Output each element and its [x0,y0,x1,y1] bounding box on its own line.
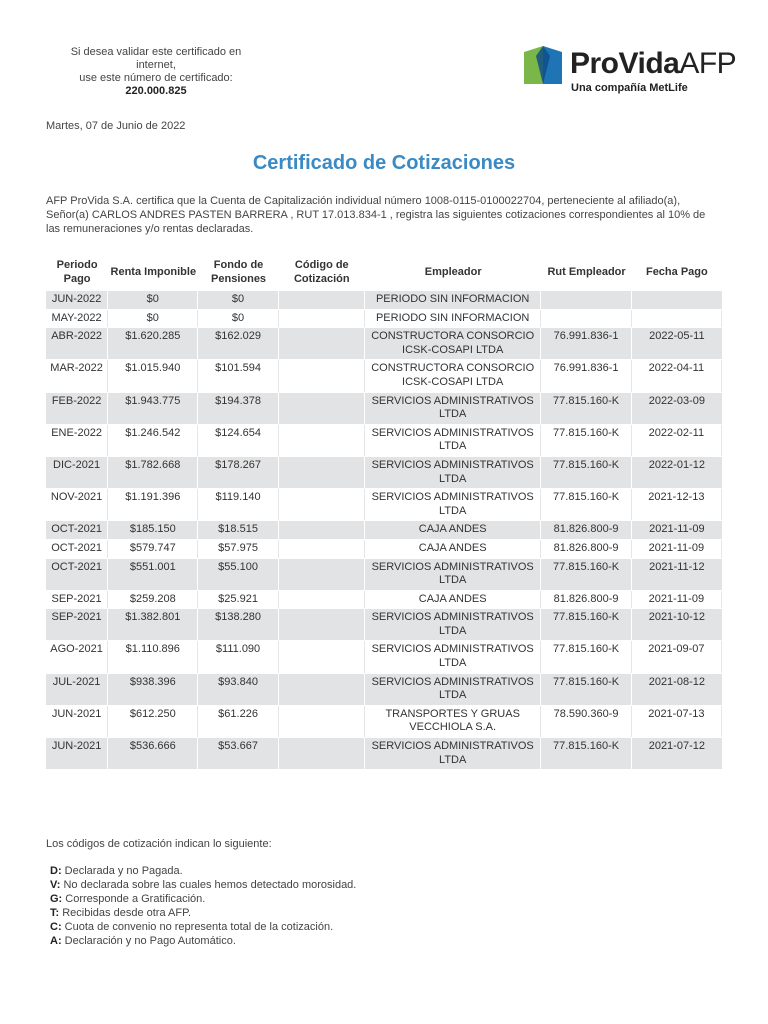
periodo-cell: OCT-2021 [46,521,108,539]
certificate-validation-note [46,46,266,98]
renta-cell: $0 [108,310,198,328]
renta-cell: $1.246.542 [108,425,198,456]
fondo-cell: $55.100 [198,559,278,590]
empleador-cell: CONSTRUCTORA CONSORCIO ICSK-COSAPI LTDA [365,328,542,359]
code-description: Recibidas desde otra AFP. [62,907,192,919]
codigo-cell [279,738,365,769]
empleador-cell: CAJA ANDES [365,591,542,609]
table-body [46,291,722,769]
rut-cell [541,310,631,328]
fecha-cell: 2021-10-12 [632,609,722,640]
logo-wordmark [570,47,736,81]
periodo-cell: FEB-2022 [46,393,108,424]
code-key: G: [50,893,63,905]
table-row [46,425,722,456]
empleador-cell: SERVICIOS ADMINISTRATIVOS LTDA [365,393,542,424]
table-row [46,540,722,558]
rut-cell: 77.815.160-K [541,738,631,769]
col-renta-header: Renta Imponible [110,266,197,278]
col-rut-header: Rut Empleador [547,266,626,278]
codigo-cell [279,591,365,609]
renta-cell: $259.208 [108,591,198,609]
empleador-cell: SERVICIOS ADMINISTRATIVOS LTDA [365,738,542,769]
periodo-cell: ENE-2022 [46,425,108,456]
codigo-cell [279,310,365,328]
rut-cell: 77.815.160-K [541,674,631,705]
validation-line-3: use este número de certificado: [79,72,233,84]
codigo-cell [279,540,365,558]
rut-cell: 81.826.800-9 [541,540,631,558]
rut-cell: 77.815.160-K [541,609,631,640]
table-row [46,328,722,359]
empleador-cell: PERIODO SIN INFORMACION [365,310,542,328]
table-row [46,310,722,328]
fecha-cell: 2022-03-09 [632,393,722,424]
code-description: Cuota de convenio no representa total de la cotización. [64,921,334,933]
fecha-cell: 2022-02-11 [632,425,722,456]
periodo-cell: OCT-2021 [46,559,108,590]
col-codigo-header: Código de Cotización [293,259,350,285]
periodo-cell: OCT-2021 [46,540,108,558]
fondo-cell: $0 [198,310,278,328]
empleador-cell: CAJA ANDES [365,521,542,539]
table-row [46,641,722,672]
fecha-cell: 2022-01-12 [632,457,722,488]
fondo-cell: $111.090 [198,641,278,672]
certification-paragraph: AFP ProVida S.A. certifica que la Cuenta de Capitalización individual número 1008-0115-0100022704, perteneciente al afiliado(a), Señor(a) CARLOS ANDRES PASTEN BARRERA , RUT 17.013.834-1 , registra las siguientes cotizaciones correspondientes al 10% de las remuneraciones y/o rentas declaradas. [46,195,706,235]
empleador-cell: SERVICIOS ADMINISTRATIVOS LTDA [365,425,542,456]
renta-cell: $551.001 [108,559,198,590]
fecha-cell [632,310,722,328]
periodo-cell: JUL-2021 [46,674,108,705]
table-row [46,706,722,737]
codigo-cell [279,674,365,705]
periodo-cell: NOV-2021 [46,489,108,520]
col-fondo-header: Fondo de Pensiones [211,259,267,285]
rut-cell: 76.991.836-1 [541,360,631,391]
code-description: No declarada sobre las cuales hemos detectado morosidad. [63,879,357,891]
table-row [46,674,722,705]
col-fecha-header: Fecha Pago [645,266,708,278]
table-row [46,521,722,539]
codigo-cell [279,489,365,520]
logo-tagline: Una compañía MetLife [571,82,688,94]
table-row [46,393,722,424]
fondo-cell: $101.594 [198,360,278,391]
periodo-cell: DIC-2021 [46,457,108,488]
empleador-cell: SERVICIOS ADMINISTRATIVOS LTDA [365,489,542,520]
rut-cell: 77.815.160-K [541,489,631,520]
fecha-cell [632,291,722,309]
logo-brand: ProVida [570,47,680,80]
renta-cell: $0 [108,291,198,309]
issue-date: Martes, 07 de Junio de 2022 [46,120,186,132]
rut-cell: 78.590.360-9 [541,706,631,737]
empleador-cell: SERVICIOS ADMINISTRATIVOS LTDA [365,457,542,488]
renta-cell: $612.250 [108,706,198,737]
codigo-cell [279,609,365,640]
renta-cell: $185.150 [108,521,198,539]
periodo-cell: JUN-2021 [46,738,108,769]
fecha-cell: 2021-11-09 [632,521,722,539]
fecha-cell: 2021-08-12 [632,674,722,705]
provida-logo [524,44,737,96]
empleador-cell: SERVICIOS ADMINISTRATIVOS LTDA [365,674,542,705]
renta-cell: $1.191.396 [108,489,198,520]
fondo-cell: $53.667 [198,738,278,769]
periodo-cell: AGO-2021 [46,641,108,672]
fondo-cell: $0 [198,291,278,309]
table-row [46,360,722,391]
code-key: A: [50,935,62,947]
code-legend-item [50,920,356,934]
table-row [46,457,722,488]
codigo-cell [279,393,365,424]
certificate-number: 220.000.825 [125,85,187,97]
codigo-cell [279,559,365,590]
empleador-cell: SERVICIOS ADMINISTRATIVOS LTDA [365,609,542,640]
code-legend-item [50,878,356,892]
table-header-row [46,255,722,290]
renta-cell: $938.396 [108,674,198,705]
fecha-cell: 2021-11-12 [632,559,722,590]
codigo-cell [279,291,365,309]
fecha-cell: 2022-04-11 [632,360,722,391]
fondo-cell: $61.226 [198,706,278,737]
codigo-cell [279,425,365,456]
periodo-cell: MAR-2022 [46,360,108,391]
fondo-cell: $18.515 [198,521,278,539]
code-legend-item [50,906,356,920]
codigo-cell [279,328,365,359]
renta-cell: $1.782.668 [108,457,198,488]
code-key: V: [50,879,61,891]
code-key: D: [50,865,62,877]
renta-cell: $536.666 [108,738,198,769]
rut-cell: 77.815.160-K [541,425,631,456]
table-row [46,291,722,309]
code-description: Declarada y no Pagada. [64,865,183,877]
fecha-cell: 2021-11-09 [632,540,722,558]
validation-line-2: internet, [136,59,176,71]
document-title: Certificado de Cotizaciones [252,152,516,174]
fondo-cell: $119.140 [198,489,278,520]
renta-cell: $1.110.896 [108,641,198,672]
table-row [46,738,722,769]
fecha-cell: 2022-05-11 [632,328,722,359]
periodo-cell: JUN-2021 [46,706,108,737]
col-periodo-header: Periodo Pago [56,259,98,285]
code-key: C: [50,921,62,933]
empleador-cell: PERIODO SIN INFORMACION [365,291,542,309]
table-row [46,559,722,590]
renta-cell: $1.382.801 [108,609,198,640]
fondo-cell: $162.029 [198,328,278,359]
codes-legend [50,864,356,948]
table-row [46,591,722,609]
codigo-cell [279,457,365,488]
renta-cell: $1.620.285 [108,328,198,359]
rut-cell: 77.815.160-K [541,559,631,590]
code-description: Declaración y no Pago Automático. [64,935,236,947]
empleador-cell: CAJA ANDES [365,540,542,558]
table-row [46,489,722,520]
empleador-cell: SERVICIOS ADMINISTRATIVOS LTDA [365,559,542,590]
fecha-cell: 2021-11-09 [632,591,722,609]
fondo-cell: $124.654 [198,425,278,456]
code-key: T: [50,907,60,919]
rut-cell: 77.815.160-K [541,393,631,424]
periodo-cell: SEP-2021 [46,609,108,640]
empleador-cell: TRANSPORTES Y GRUAS VECCHIOLA S.A. [365,706,542,737]
code-legend-item [50,892,356,906]
fondo-cell: $138.280 [198,609,278,640]
codigo-cell [279,706,365,737]
fondo-cell: $57.975 [198,540,278,558]
code-description: Corresponde a Gratificación. [65,893,206,905]
fecha-cell: 2021-07-13 [632,706,722,737]
empleador-cell: SERVICIOS ADMINISTRATIVOS LTDA [365,641,542,672]
rut-cell: 81.826.800-9 [541,591,631,609]
fondo-cell: $178.267 [198,457,278,488]
renta-cell: $579.747 [108,540,198,558]
rut-cell: 77.815.160-K [541,641,631,672]
periodo-cell: ABR-2022 [46,328,108,359]
provida-mark-icon [524,46,562,84]
empleador-cell: CONSTRUCTORA CONSORCIO ICSK-COSAPI LTDA [365,360,542,391]
rut-cell: 81.826.800-9 [541,521,631,539]
codigo-cell [279,521,365,539]
fondo-cell: $25.921 [198,591,278,609]
codigo-cell [279,641,365,672]
contributions-table [46,254,722,770]
fecha-cell: 2021-09-07 [632,641,722,672]
fecha-cell: 2021-07-12 [632,738,722,769]
fondo-cell: $93.840 [198,674,278,705]
fecha-cell: 2021-12-13 [632,489,722,520]
fondo-cell: $194.378 [198,393,278,424]
rut-cell: 77.815.160-K [541,457,631,488]
rut-cell [541,291,631,309]
renta-cell: $1.015.940 [108,360,198,391]
renta-cell: $1.943.775 [108,393,198,424]
logo-suffix: AFP [679,47,737,80]
validation-line-1: Si desea validar este certificado en [70,46,242,58]
periodo-cell: MAY-2022 [46,310,108,328]
code-legend-item [50,934,356,948]
codes-intro: Los códigos de cotización indican lo siguiente: [46,838,272,850]
rut-cell: 76.991.836-1 [541,328,631,359]
table-row [46,609,722,640]
codigo-cell [279,360,365,391]
col-empleador-header: Empleador [424,266,482,278]
periodo-cell: JUN-2022 [46,291,108,309]
periodo-cell: SEP-2021 [46,591,108,609]
code-legend-item [50,864,356,878]
